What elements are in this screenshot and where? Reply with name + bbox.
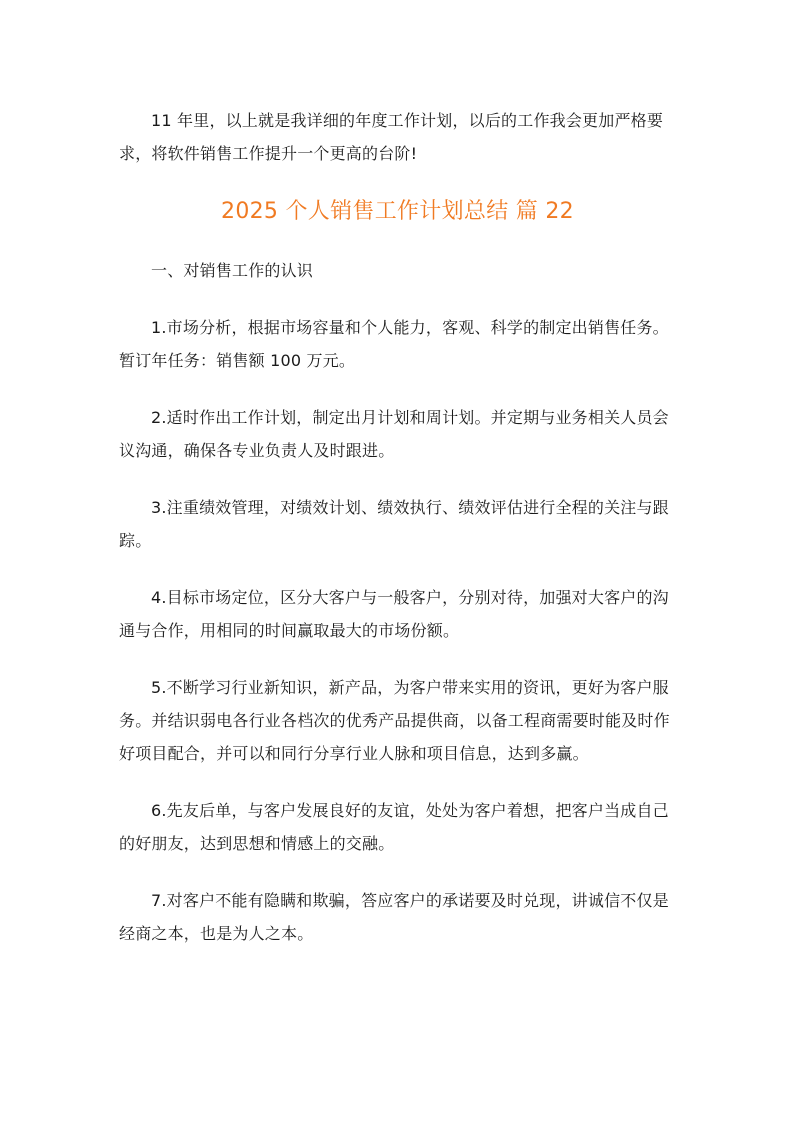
list-item-2: 2.适时作出工作计划，制定出月计划和周计划。并定期与业务相关人员会议沟通，确保各专业负责人及时跟进。 [119, 408, 669, 460]
spacer [119, 467, 676, 491]
section-title: 一、对销售工作的认识 [151, 261, 314, 280]
spacer [119, 647, 676, 671]
intro-paragraph: 11 年里，以上就是我详细的年度工作计划，以后的工作我会更加严格要求，将软件销售工作提升一个更高的台阶! [119, 111, 664, 163]
spacer [119, 557, 676, 581]
spacer [119, 170, 676, 197]
list-item-6: 6.先友后单，与客户发展良好的友谊，处处为客户着想，把客户当成自己的好朋友，达到思想和情感上的交融。 [119, 801, 669, 853]
spacer [119, 770, 676, 794]
list-item-3: 3.注重绩效管理，对绩效计划、绩效执行、绩效评估进行全程的关注与跟踪。 [119, 498, 669, 550]
list-item-7: 7.对客户不能有隐瞒和欺骗，答应客户的承诺要及时兑现，讲诚信不仅是经商之本，也是为人之本。 [119, 891, 669, 943]
document-page [119, 104, 676, 950]
spacer [119, 860, 676, 884]
list-item-5: 5.不断学习行业新知识，新产品，为客户带来实用的资讯，更好为客户服务。并结识弱电各行业各档次的优秀产品提供商，以备工程商需要时能及时作好项目配合，并可以和同行分享行业人脉和项目信息，达到多赢。 [119, 678, 670, 763]
section-heading: 2025 个人销售工作计划总结 篇 22 [221, 199, 574, 224]
spacer [119, 377, 676, 401]
list-item-4: 4.目标市场定位，区分大客户与一般客户，分别对待，加强对大客户的沟通与合作，用相同的时间赢取最大的市场份额。 [119, 588, 669, 640]
list-item-1: 1.市场分析，根据市场容量和个人能力，客观、科学的制定出销售任务。暂订年任务：销售额 100 万元。 [119, 318, 669, 370]
spacer [119, 287, 676, 311]
spacer [119, 227, 676, 254]
